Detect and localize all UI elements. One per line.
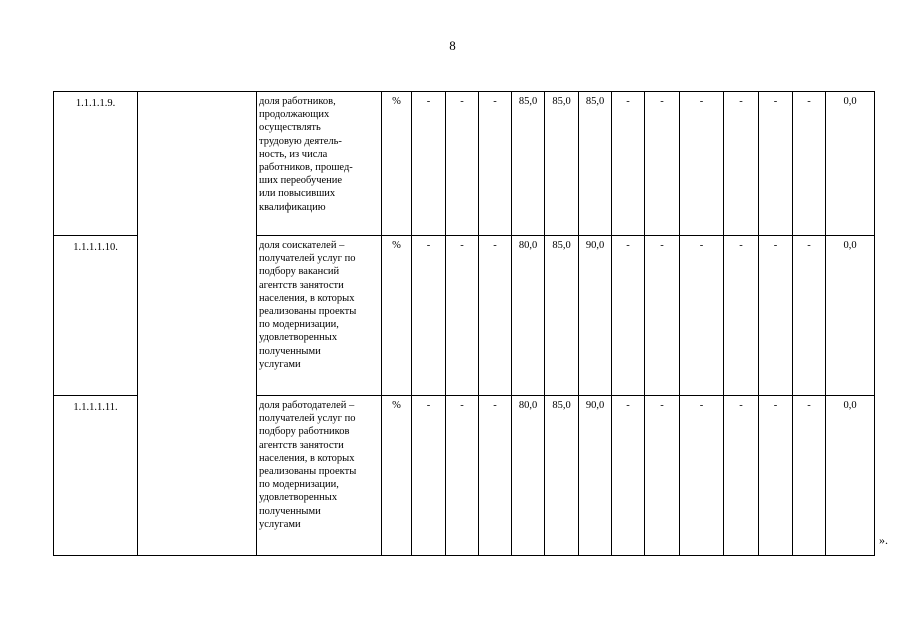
value-cell: - bbox=[412, 92, 446, 236]
row-description bbox=[257, 396, 382, 556]
value-cell: 0,0 bbox=[826, 236, 875, 396]
row-description bbox=[257, 92, 382, 236]
description-line: полученными bbox=[259, 505, 321, 517]
merged-empty-cell bbox=[138, 92, 257, 556]
row-description bbox=[257, 236, 382, 396]
value-cell: - bbox=[612, 236, 645, 396]
description-line: получателей услуг по bbox=[259, 413, 356, 425]
description-line: доля соискателей – bbox=[259, 240, 345, 251]
description-line: агентств занятости bbox=[259, 439, 344, 451]
value-cell: - bbox=[446, 236, 479, 396]
description-line: продолжающих bbox=[259, 109, 330, 121]
description-line: удовлетворенных bbox=[259, 492, 338, 504]
value-cell: - bbox=[446, 396, 479, 556]
description-line: населения, в которых bbox=[259, 292, 355, 304]
description-line: по модернизации, bbox=[259, 319, 339, 331]
value-cell: - bbox=[612, 92, 645, 236]
value-cell: - bbox=[612, 396, 645, 556]
value-cell: - bbox=[759, 236, 793, 396]
value-cell: - bbox=[645, 92, 680, 236]
table-body bbox=[54, 92, 875, 556]
row-unit: % bbox=[382, 396, 412, 556]
description-line: получателей услуг по bbox=[259, 253, 356, 265]
value-cell: 90,0 bbox=[579, 236, 612, 396]
value-cell: 0,0 bbox=[826, 92, 875, 236]
value-cell: - bbox=[680, 396, 724, 556]
description-line: реализованы проекты bbox=[259, 466, 357, 478]
description-line: по модернизации, bbox=[259, 479, 339, 491]
value-cell: - bbox=[680, 92, 724, 236]
description-line: подбору работников bbox=[259, 426, 350, 438]
value-cell: 85,0 bbox=[512, 92, 545, 236]
value-cell: 85,0 bbox=[545, 396, 579, 556]
description-line: ших переобучение bbox=[259, 175, 343, 187]
description-line: трудовую деятель- bbox=[259, 135, 342, 147]
description-line: удовлетворенных bbox=[259, 332, 338, 344]
value-cell: - bbox=[446, 92, 479, 236]
value-cell: - bbox=[724, 396, 759, 556]
value-cell: 80,0 bbox=[512, 396, 545, 556]
description-line: полученными bbox=[259, 345, 321, 357]
value-cell: - bbox=[645, 236, 680, 396]
value-cell: 90,0 bbox=[579, 396, 612, 556]
row-code: 1.1.1.1.9. bbox=[54, 92, 138, 236]
description-line: реализованы проекты bbox=[259, 306, 357, 318]
value-cell: 0,0 bbox=[826, 396, 875, 556]
value-cell: - bbox=[479, 396, 512, 556]
description-line: или повысивших bbox=[259, 188, 336, 200]
description-line: доля работодателей – bbox=[259, 400, 355, 411]
description-line: услугами bbox=[259, 518, 301, 530]
value-cell: - bbox=[479, 92, 512, 236]
row-unit: % bbox=[382, 92, 412, 236]
description-line: квалификацию bbox=[259, 201, 326, 213]
table-row bbox=[54, 92, 875, 236]
value-cell: - bbox=[759, 396, 793, 556]
value-cell: - bbox=[793, 236, 826, 396]
value-cell: - bbox=[680, 236, 724, 396]
row-unit: % bbox=[382, 236, 412, 396]
value-cell: - bbox=[759, 92, 793, 236]
row-code: 1.1.1.1.11. bbox=[54, 396, 138, 556]
description-line: осуществлять bbox=[259, 122, 321, 134]
indicators-table bbox=[53, 91, 875, 556]
value-cell: - bbox=[793, 396, 826, 556]
row-code: 1.1.1.1.10. bbox=[54, 236, 138, 396]
value-cell: - bbox=[724, 92, 759, 236]
description-line: населения, в которых bbox=[259, 452, 355, 464]
value-cell: - bbox=[724, 236, 759, 396]
description-line: услугами bbox=[259, 358, 301, 370]
value-cell: 85,0 bbox=[545, 236, 579, 396]
description-line: работников, прошед- bbox=[259, 162, 353, 174]
value-cell: 80,0 bbox=[512, 236, 545, 396]
page-number: 8 bbox=[449, 38, 456, 53]
value-cell: - bbox=[793, 92, 826, 236]
description-line: подбору вакансий bbox=[259, 266, 340, 278]
value-cell: - bbox=[645, 396, 680, 556]
value-cell: 85,0 bbox=[545, 92, 579, 236]
value-cell: - bbox=[412, 396, 446, 556]
description-line: доля работников, bbox=[259, 96, 336, 107]
value-cell: - bbox=[412, 236, 446, 396]
description-line: агентств занятости bbox=[259, 279, 344, 291]
value-cell: 85,0 bbox=[579, 92, 612, 236]
description-line: ность, из числа bbox=[259, 148, 328, 160]
closing-quote: ». bbox=[879, 533, 888, 547]
value-cell: - bbox=[479, 236, 512, 396]
